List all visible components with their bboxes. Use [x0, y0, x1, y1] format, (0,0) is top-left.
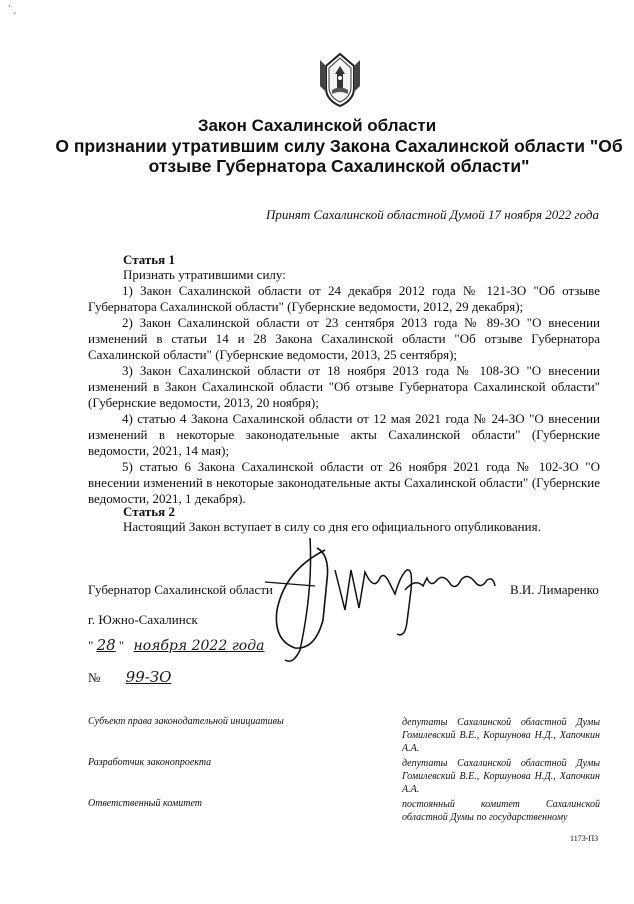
list-item: 3) Закон Сахалинской области от 18 ноября 2013 года № 108-ЗО "О внесении изменений в Закон Сахалинской области "Об отзыве Губернатора Сахалинской области" (Губернские ведомости, 2013, 20 ноября);	[88, 363, 600, 410]
article-1-list	[88, 283, 600, 507]
coat-of-arms-emblem	[318, 52, 362, 108]
date-close-quote: "	[118, 638, 125, 653]
article-2-heading: Статья 2	[123, 504, 175, 519]
signatory-name: В.И. Лимаренко	[510, 582, 599, 597]
city: г. Южно-Сахалинск	[88, 612, 198, 627]
date-open-quote: "	[88, 638, 94, 653]
signatory-position: Губернатор Сахалинской области	[88, 582, 273, 597]
footer-label: Субъект права законодательной инициативы	[88, 716, 284, 727]
law-number: 99-ЗО	[125, 668, 172, 686]
date-line	[88, 636, 328, 654]
article-1-heading: Статья 1	[123, 252, 175, 267]
number-line	[88, 668, 171, 686]
document-code: 1173-ПЗ	[570, 834, 599, 843]
footer-label: Разработчик законопроекта	[88, 757, 212, 768]
list-item: 5) статью 6 Закона Сахалинской области от 26 ноября 2021 года № 102-ЗО "О внесении изменений в некоторые законодательные акты Сахалинской области" (Губернские ведомости, 2021, 1 декабря).	[88, 459, 600, 506]
corner-mark: ˋ ˎ	[8, 4, 17, 14]
list-item: 2) Закон Сахалинской области от 23 сентября 2013 года № 89-ЗО "О внесении изменений в статьи 14 и 28 Закона Сахалинской области "Об отзыве Губернатора Сахалинской области" (Губернские ведомости, 2013, 25 сентября);	[88, 315, 600, 362]
date-day: 28	[96, 636, 116, 654]
footer-value: постоянный комитет Сахалинской областной Думы по государственному	[402, 799, 600, 823]
adoption-note: Принят Сахалинской областной Думой 17 ноября 2022 года	[265, 207, 599, 222]
footer-value: депутаты Сахалинской областной Думы Гомилевский В.Е., Коршунова Н.Д., Хапочкин А.А.	[402, 758, 600, 795]
number-prefix: №	[88, 670, 101, 685]
list-item: 1) Закон Сахалинской области от 24 декабря 2012 года № 121-ЗО "Об отзыве Губернатора Сахалинской области" (Губернские ведомости, 2012, 29 декабря);	[88, 283, 600, 314]
date-handwritten: ноября 2022 года	[133, 638, 265, 654]
law-title: О признании утратившим силу Закона Сахалинской области "Об отзыве Губернатора Сахалинской области"	[55, 136, 623, 176]
article-1-intro: Признать утратившими силу:	[123, 267, 286, 282]
list-item: 4) статью 4 Закона Сахалинской области от 12 мая 2021 года № 24-ЗО "О внесении изменений в некоторые законодательные акты Сахалинской области" (Губернские ведомости, 2021, 14 мая);	[88, 411, 600, 458]
document-type: Закон Сахалинской области	[197, 116, 437, 135]
footer-label: Ответственный комитет	[88, 798, 202, 809]
article-2-text: Настоящий Закон вступает в силу со дня его официального опубликования.	[123, 519, 541, 534]
footer-value: депутаты Сахалинской областной Думы Гомилевский В.Е., Коршунова Н.Д., Хапочкин А.А.	[402, 717, 600, 754]
